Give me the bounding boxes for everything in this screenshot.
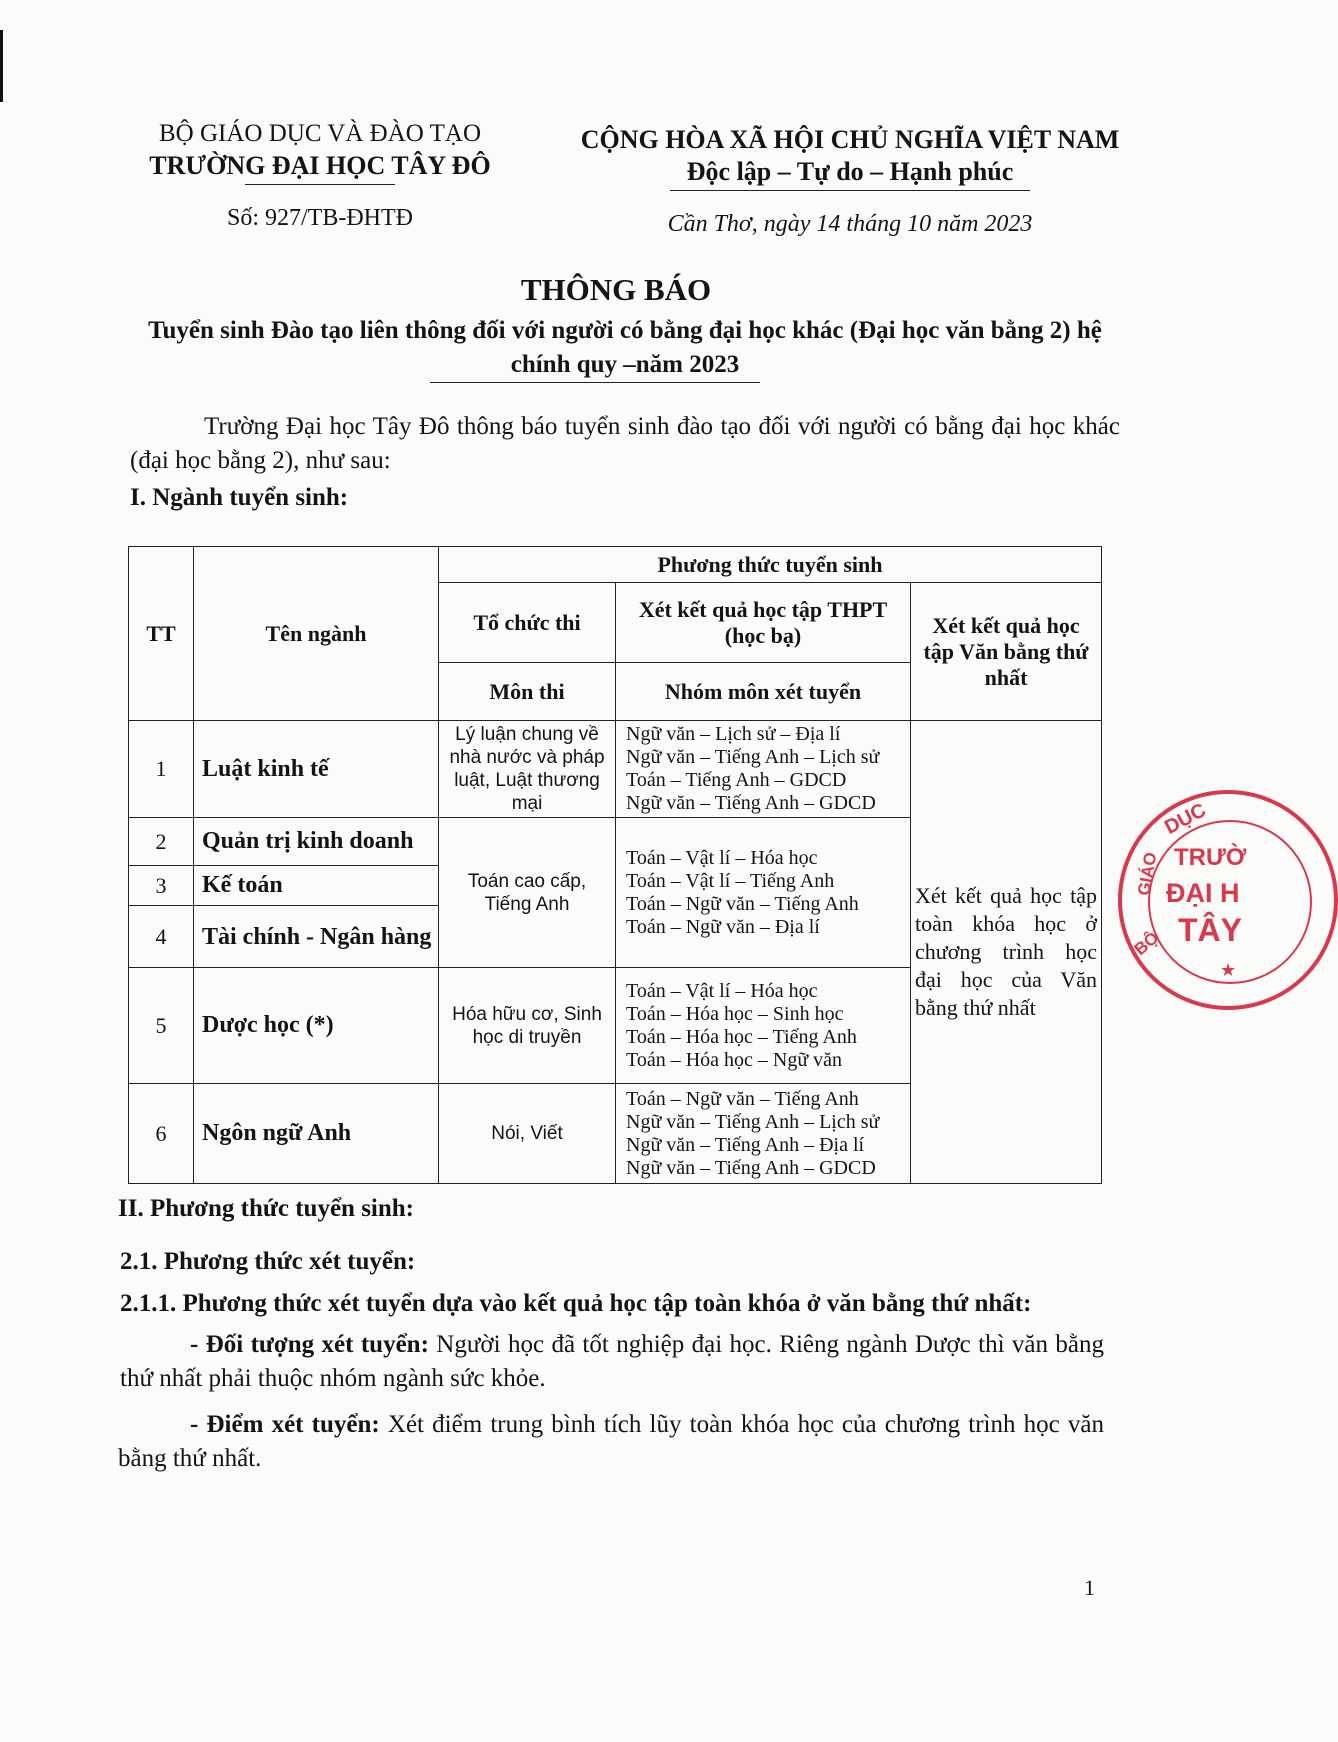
header-first-degree: Xét kết quả học tập Văn bằng thứ nhất [911,583,1102,721]
row-subject-groups [616,818,911,968]
header-methods: Phương thức tuyển sinh [439,547,1102,583]
subject-group: Toán – Ngữ văn – Địa lí [626,915,820,938]
row-tt: 1 [129,721,194,818]
row-subject-groups [616,968,911,1084]
section-2-1-heading: 2.1. Phương thức xét tuyển: [120,1248,416,1275]
row-exam-subjects: Hóa hữu cơ, Sinh học di truyền [439,968,616,1084]
official-seal [1118,790,1338,1010]
school-name: TRƯỜNG ĐẠI HỌC TÂY ĐÔ [149,151,491,180]
subject-group: Ngữ văn – Tiếng Anh – Lịch sử [626,1110,880,1133]
row-exam-subjects: Toán cao cấp, Tiếng Anh [439,818,616,968]
subject-group: Toán – Hóa học – Tiếng Anh [626,1025,857,1048]
row-tt: 6 [129,1084,194,1184]
criteria-score-text: Xét điểm trung bình tích lũy toàn khóa học của chương trình học văn bằng thứ nhất. [118,1411,1104,1472]
row-major-name: Tài chính - Ngân hàng [194,906,439,968]
subject-group: Toán – Ngữ văn – Tiếng Anh [626,1087,859,1110]
motto-underline [670,190,1030,191]
criteria-score [118,1408,1104,1476]
republic-name: CỘNG HÒA XÃ HỘI CHỦ NGHĨA VIỆT NAM [580,125,1120,154]
reference-number: Số: 927/TB-ĐHTĐ [227,205,413,231]
subject-group: Toán – Vật lí – Hóa học [626,979,818,1002]
criteria-subjects [120,1328,1104,1396]
row-major-name: Kế toán [194,866,439,906]
row-subject-groups [616,1084,911,1184]
row-major-name: Ngôn ngữ Anh [194,1084,439,1184]
national-motto: Độc lập – Tự do – Hạnh phúc [686,157,1014,186]
row-major-name: Quản trị kinh doanh [194,818,439,866]
header-subjects: Môn thi [439,663,616,721]
header-tt: TT [129,547,194,721]
table-row [129,721,1102,818]
dateline: Cần Thơ, ngày 14 tháng 10 năm 2023 [667,211,1033,237]
row-exam-subjects: Nói, Viết [439,1084,616,1184]
seal-text: BỘ [1130,928,1163,960]
school-underline [245,184,395,185]
subject-group: Toán – Vật lí – Hóa học [626,846,818,869]
seal-star-icon: ★ [1220,960,1237,980]
subject-group: Ngữ văn – Lịch sử – Địa lí [626,723,841,745]
seal-text: DỤC [1161,799,1210,839]
document-title: THÔNG BÁO [520,272,712,307]
criteria-subjects-label: - Đối tượng xét tuyển: [190,1331,429,1358]
section-1-heading: I. Ngành tuyển sinh: [130,484,349,511]
seal-text: GIÁO [1134,850,1161,897]
header-subject-groups: Nhóm môn xét tuyển [616,663,911,721]
header-hocba: Xét kết quả học tập THPT (học bạ) [616,583,911,663]
row-tt: 3 [129,866,194,906]
seal-text: ĐẠI H [1166,878,1240,908]
row-exam-subjects: Lý luận chung về nhà nước và pháp luật, Luật thương mại [439,721,616,818]
row-subject-groups [616,721,911,818]
issuer-block [120,118,520,232]
criteria-score-label: - Điểm xét tuyển: [190,1411,380,1438]
header-exam: Tổ chức thi [439,583,616,663]
row-tt: 5 [129,968,194,1084]
row-tt: 2 [129,818,194,866]
subject-group: Ngữ văn – Tiếng Anh – Địa lí [626,1133,865,1156]
header-major-name: Tên ngành [194,547,439,721]
subtitle-underline [430,382,760,383]
scan-edge-mark [0,30,3,102]
subject-group: Toán – Ngữ văn – Tiếng Anh [626,892,859,915]
ministry-name: BỘ GIÁO DỤC VÀ ĐÀO TẠO [159,120,481,147]
subject-group: Ngữ văn – Tiếng Anh – GDCD [626,1156,876,1179]
document-subtitle: Tuyển sinh Đào tạo liên thông đối với người có bằng đại học khác (Đại học văn bằng 2) hệ chính quy –năm 2023 [148,317,1102,378]
section-2-1-1-heading: 2.1.1. Phương thức xét tuyển dựa vào kết quả học tập toàn khóa ở văn bằng thứ nhất: [120,1290,1032,1317]
seal-text: TRƯỜ [1174,844,1247,871]
section-2-heading: II. Phương thức tuyển sinh: [118,1195,414,1222]
subject-group: Ngữ văn – Tiếng Anh – GDCD [626,792,876,814]
seal-text: TÂY [1178,912,1242,948]
first-degree-criteria: Xét kết quả học tập toàn khóa học ở chương trình học đại học của Văn bằng thứ nhất [911,721,1102,1184]
intro-paragraph: Trường Đại học Tây Đô thông báo tuyển sinh đào tạo đối với người có bằng đại học khác (đại học bằng 2), như sau: [130,413,1120,474]
subject-group: Ngữ văn – Tiếng Anh – Lịch sử [626,746,880,768]
subject-group: Toán – Tiếng Anh – GDCD [626,769,847,791]
subject-group: Toán – Vật lí – Tiếng Anh [626,869,835,892]
national-heading [560,124,1140,238]
page-number: 1 [1084,1575,1095,1600]
row-tt: 4 [129,906,194,968]
subject-group: Toán – Hóa học – Ngữ văn [626,1048,843,1071]
subject-group: Toán – Hóa học – Sinh học [626,1002,844,1025]
admission-table [128,546,1102,1184]
row-major-name: Dược học (*) [194,968,439,1084]
criteria-subjects-text: Người học đã tốt nghiệp đại học. Riêng ngành Dược thì văn bằng thứ nhất phải thuộc nhóm ngành sức khỏe. [120,1331,1105,1392]
row-major-name: Luật kinh tế [194,721,439,818]
